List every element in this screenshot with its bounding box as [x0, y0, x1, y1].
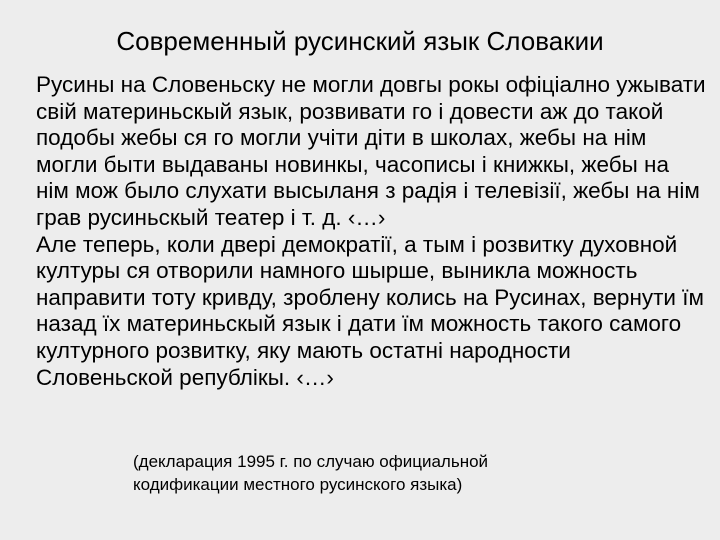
- citation-line-2: кодификации местного русинского языка): [133, 475, 463, 494]
- citation: [133, 450, 693, 496]
- paragraph-1: Русины на Словеньску не могли довгы рокы офіціално ужывати свій материньскый язык, розвивати го і довести аж до такой подобы жебы ся го могли учіти діти в школах, жебы на нім могли быти выдаваны новинкы, часописы і книжкы, жебы на нім мож было слухати высыланя з радія і телевізії, жебы на нім грав русиньскый театер і т. д. ‹…›: [36, 72, 706, 230]
- citation-line-1: (декларация 1995 г. по случаю официальной: [133, 452, 489, 471]
- slide-title: Современный русинский язык Словакии: [116, 26, 604, 56]
- paragraph-2: Але теперь, коли двері демократії, а тым і розвитку духовной културы ся отворили намного шырше, выникла можность направити тоту кривду, зроблену колись на Русинах, вернути їм назад їх материньскый язык і дати їм можность такого самого културного розвитку, яку мають остатні народности Словеньской републікы. ‹…›: [36, 231, 704, 390]
- body-text: [36, 72, 708, 391]
